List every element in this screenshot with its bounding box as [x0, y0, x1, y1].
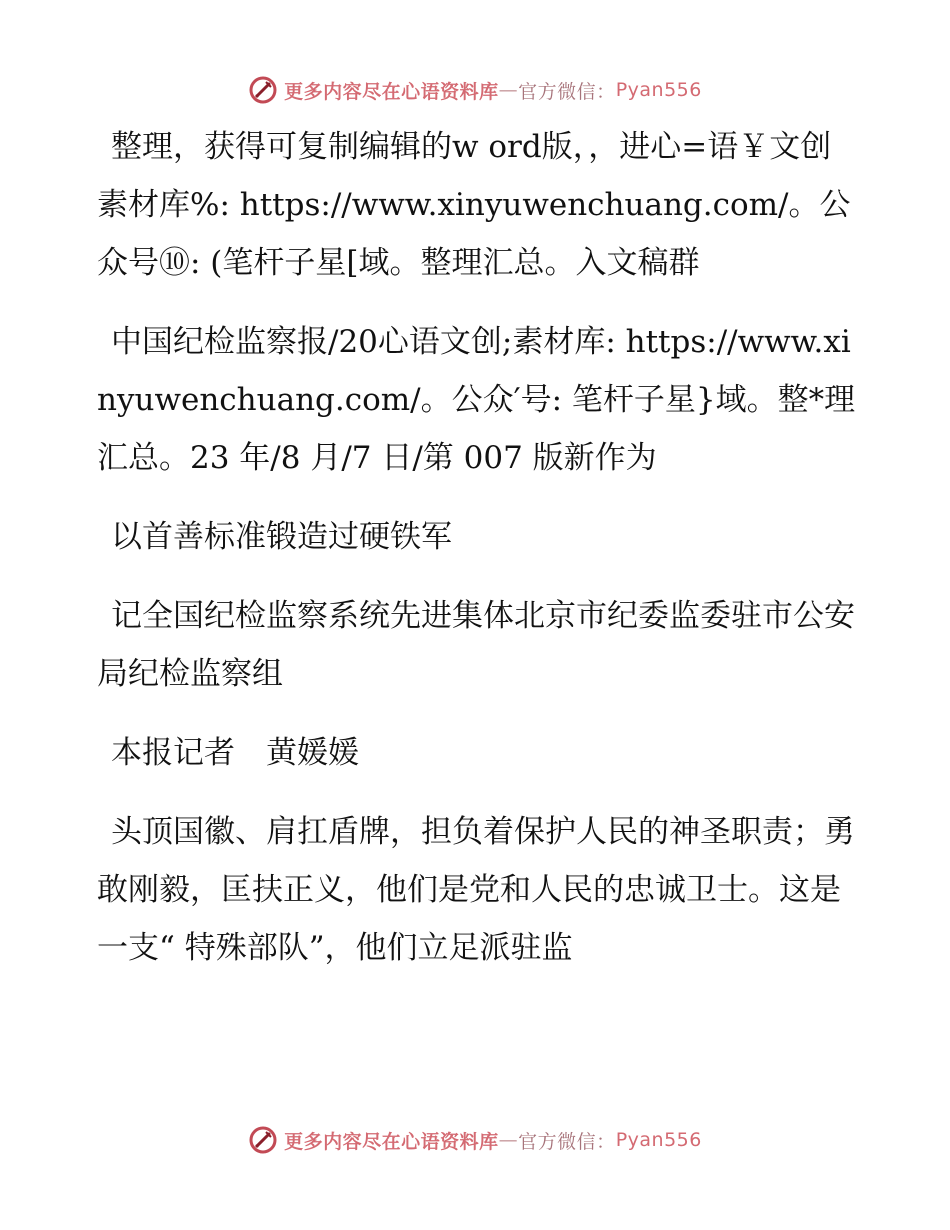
- paragraph-source: 中国纪检监察报/20心语文创;素材库: https://www.xinyuwenchuang.com/。公众′号: 笔杆子星}域。整*理汇总。23 年/8 月/7 日/第 007 版新作为: [97, 324, 856, 476]
- document-body: [97, 118, 857, 998]
- banner-wechat-label: 官方微信：: [518, 80, 616, 103]
- pen-logo-icon: [248, 1125, 278, 1155]
- banner-dash: —: [498, 79, 519, 101]
- article-subtitle: 记全国纪检监察系统先进集体北京市纪委监委驻市公安局纪检监察组: [97, 598, 855, 692]
- pen-logo-icon: [248, 75, 278, 105]
- paragraph-body: 头顶国徽、肩扛盾牌，担负着保护人民的神圣职责；勇敢刚毅，匡扶正义，他们是党和人民的忠诚卫士。这是一支“ 特殊部队”，他们立足派驻监: [97, 814, 855, 966]
- banner-site-text: 更多内容尽在心语资料库: [284, 80, 499, 103]
- banner-wechat-account: Pyan556: [615, 1129, 702, 1151]
- banner-wechat-account: Pyan556: [615, 79, 702, 101]
- article-title: 以首善标准锻造过硬铁军: [111, 519, 452, 555]
- paragraph-intro: 整理，获得可复制编辑的w ord版，，进心=语￥文创素材库%: https://www.xinyuwenchuang.com/。公众号⑩: (笔杆子星[域。整理汇总。入文稿群: [97, 129, 851, 281]
- footer-watermark-banner: [0, 1120, 950, 1160]
- banner-dash: —: [498, 1129, 519, 1151]
- article-byline: 本报记者 黄媛媛: [111, 735, 359, 771]
- banner-wechat-label: 官方微信：: [518, 1130, 616, 1153]
- header-watermark-banner: [0, 70, 950, 110]
- banner-site-text: 更多内容尽在心语资料库: [284, 1130, 499, 1153]
